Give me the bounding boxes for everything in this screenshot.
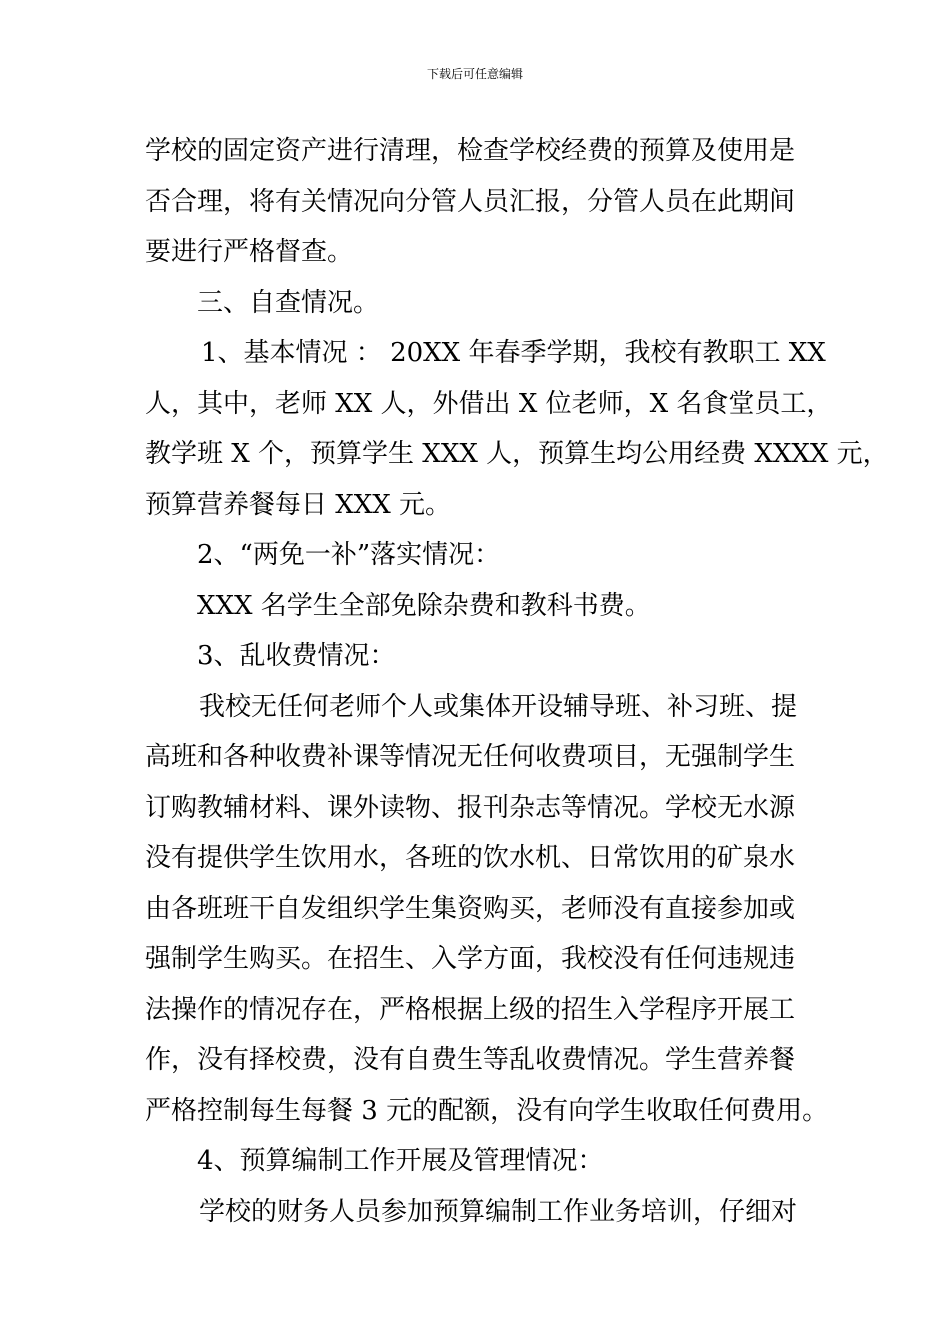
- paragraph-line: 高班和各种收费补课等情况无任何收费项目，无强制学生: [145, 742, 796, 772]
- paragraph-line: 学校的固定资产进行清理，检查学校经费的预算及使用是: [145, 136, 796, 166]
- paragraph-line: 法操作的情况存在，严格根据上级的招生入学程序开展工: [145, 994, 796, 1025]
- paragraph-line: XXX 名学生全部免除杂费和教科书费。: [197, 590, 651, 621]
- subsection-heading: 2、“两免一补”落实情况：: [197, 540, 501, 570]
- paragraph-line: 否合理，将有关情况向分管人员汇报，分管人员在此期间: [145, 186, 796, 217]
- paragraph-line: 强制学生购买。在招生、入学方面，我校没有任何违规违: [145, 944, 796, 974]
- paragraph-line: 订购教辅材料、课外读物、报刊杂志等情况。学校无水源: [145, 792, 796, 823]
- paragraph-line: 没有提供学生饮用水，各班的饮水机、日常饮用的矿泉水: [145, 843, 796, 873]
- subsection-line: 1、基本情况 ： 20XX 年春季学期，我校有教职工 XX: [201, 338, 826, 368]
- subsection-heading: 3、乱收费情况：: [197, 641, 396, 671]
- paragraph-line: 作，没有择校费，没有自费生等乱收费情况。学生营养餐: [145, 1045, 796, 1075]
- paragraph-line: 要进行严格督查。: [145, 237, 354, 267]
- subsection-heading: 4、预算编制工作开展及管理情况：: [197, 1146, 604, 1176]
- paragraph-line: 预算营养餐每日 XXX 元。: [145, 489, 452, 520]
- page-header: 下载后可任意编辑: [426, 67, 523, 81]
- paragraph-line: 由各班班干自发组织学生集资购买，老师没有直接参加或: [145, 893, 796, 924]
- paragraph-line: 教学班 X 个，预算学生 XXX 人，预算生均公用经费 XXXX 元，: [145, 439, 889, 469]
- paragraph-line: 我校无任何老师个人或集体开设辅导班、补习班、提: [199, 691, 798, 722]
- section-heading: 三、自查情况。: [197, 287, 380, 318]
- document-body: [145, 128, 889, 1239]
- paragraph-line: 学校的财务人员参加预算编制工作业务培训，仔细对: [199, 1196, 798, 1227]
- paragraph-line: 人，其中，老师 XX 人，外借出 X 位老师，X 名食堂员工，: [145, 388, 833, 419]
- paragraph-line: 严格控制每生每餐 3 元的配额，没有向学生收取任何费用。: [145, 1095, 829, 1126]
